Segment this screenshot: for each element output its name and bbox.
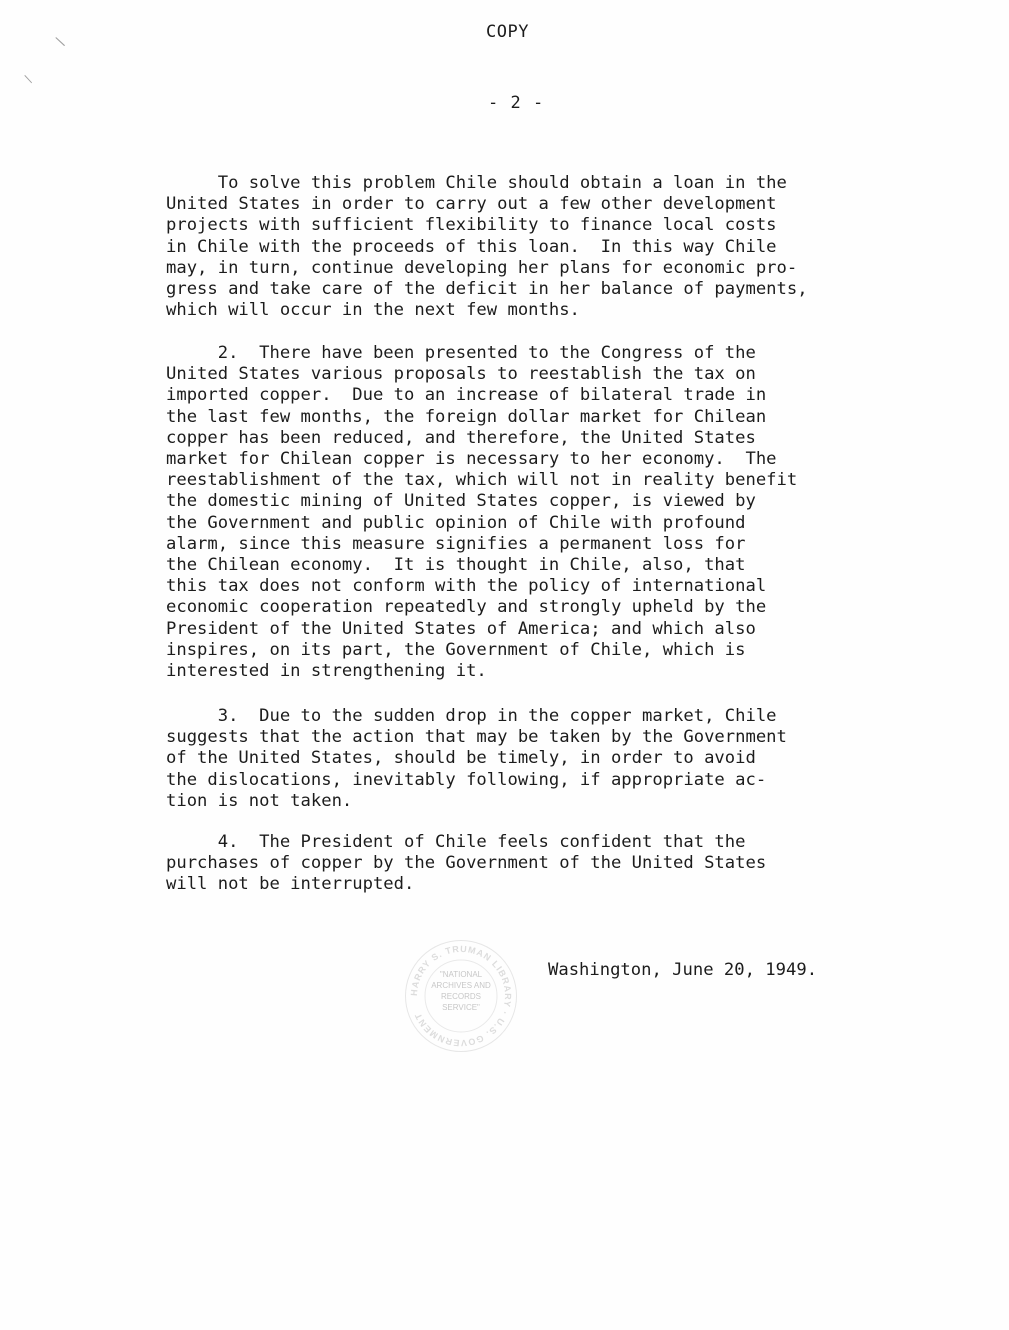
text-line: interested in strengthening it. [166,661,487,681]
margin-scribble: \ [54,33,67,51]
text-line: 4. The President of Chile feels confident that the [166,832,746,852]
text-line: the domestic mining of United States copper, is viewed by [166,491,756,512]
text-line: the Government and public opinion of Chile with profound [166,512,746,533]
archive-stamp [405,940,517,1052]
text-line: copper has been reduced, and therefore, the United States [166,427,756,448]
text-line: in Chile with the proceeds of this loan. In this way Chile [166,236,777,257]
text-line: 3. Due to the sudden drop in the copper market, Chile [166,706,777,726]
text-line: purchases of copper by the Government of the United States [166,853,767,874]
text-line: United States in order to carry out a few other development [166,194,777,215]
text-line: this tax does not conform with the policy of international [166,576,767,597]
text-line: economic cooperation repeatedly and strongly upheld by the [166,597,767,618]
text-line: the dislocations, inevitably following, if appropriate ac- [166,769,767,790]
text-line: market for Chilean copper is necessary to her economy. The [166,449,777,469]
text-line: projects with sufficient flexibility to finance local costs [166,215,777,236]
page-number: - 2 - [488,93,545,113]
text-line: suggests that the action that may be taken by the Government [166,727,787,748]
margin-scribble: / [20,73,36,85]
text-line: of the United States, should be timely, in order to avoid [166,748,756,769]
text-line: the last few months, the foreign dollar market for Chilean [166,406,767,427]
stamp-ring-text: HARRY S. TRUMAN LIBRARY · U.S. GOVERNMENT [408,943,514,1049]
place-date: Washington, June 20, 1949. [548,960,818,980]
text-line: reestablishment of the tax, which will not in reality benefit [166,470,798,491]
text-line: inspires, on its part, the Government of Chile, which is [166,639,746,660]
text-line: the Chilean economy. It is thought in Chile, also, that [166,555,746,575]
stamp-text [428,969,494,1013]
text-line: which will occur in the next few months. [166,300,580,321]
text-line: imported copper. Due to an increase of bilateral trade in [166,385,767,406]
stamp-line: ARCHIVES AND [431,981,491,990]
text-line: President of the United States of America; and which also [166,618,756,639]
stamp-line: SERVICE" [442,1003,480,1012]
text-line: United States various proposals to reestablish the tax on [166,364,756,385]
text-line: may, in turn, continue developing her plans for economic pro- [166,257,798,278]
text-line: To solve this problem Chile should obtain a loan in the [166,173,787,193]
stamp-line: "NATIONAL [439,970,483,979]
text-line: 2. There have been presented to the Congress of the [166,343,756,363]
text-line: gress and take care of the deficit in her balance of payments, [166,279,808,299]
text-line: tion is not taken. [166,790,353,811]
copy-label: COPY [486,22,529,42]
text-line: alarm, since this measure signifies a permanent loss for [166,533,746,554]
text-line: will not be interrupted. [166,874,415,895]
stamp-line: RECORDS [440,992,481,1001]
